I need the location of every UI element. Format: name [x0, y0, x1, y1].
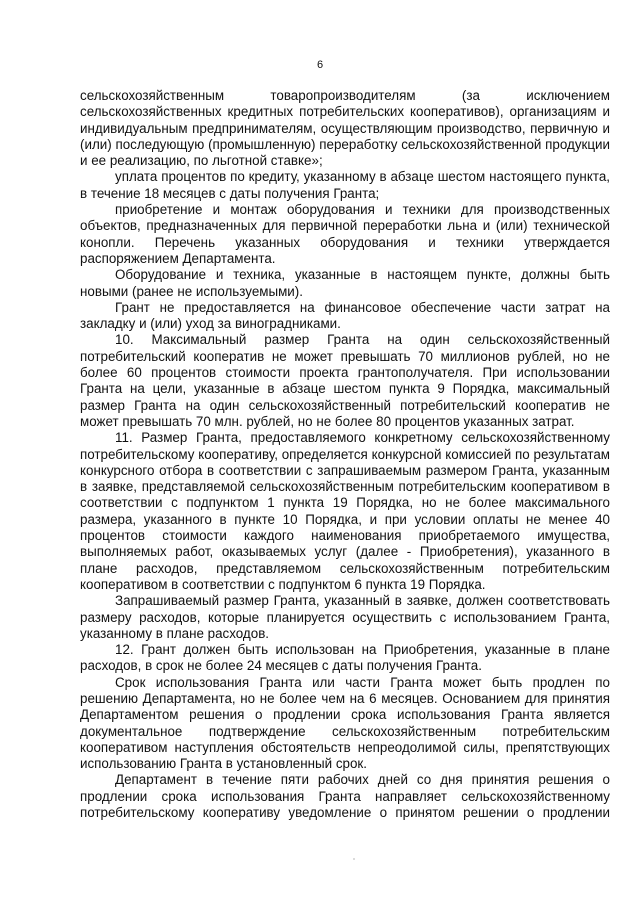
paragraph-interest-payment: уплата процентов по кредиту, указанному в абзаце шестом настоящего пункта, в течение 18 месяцев с даты получения Гранта;: [80, 169, 610, 201]
paragraph-clause-11: 11. Размер Гранта, предоставляемого конкретному сельскохозяйственному потребительскому кооперативу, определяется конкурсной комиссией по результатам конкурсного отбора в соответствии с запрашиваемым размером Гранта, указанным в заявке, представляемой сельскохозяйственным потребительским кооперативом в соответствии с подпунктом 1 пункта 19 Порядка, но не более максимального размера, указанного в пункте 10 Порядка, и при условии оплаты не менее 40 процентов стоимости каждого наименования приобретаемого имущества, выполняемых работ, оказываемых услуг (далее - Приобретения), указанного в плане расходов, представляемом сельскохозяйственным потребительским кооперативом в соответствии с подпунктом 6 пункта 19 Порядка.: [80, 430, 610, 592]
paragraph-requested-amount: Запрашиваемый размер Гранта, указанный в заявке, должен соответствовать размеру расходов, которые планируется осуществить с использованием Гранта, указанному в плане расходов.: [80, 593, 610, 641]
page-number: 6: [316, 59, 324, 71]
paragraph-extension: Срок использования Гранта или части Гранта может быть продлен по решению Департамента, но не более чем на 6 месяцев. Основанием для принятия Департаментом решения о продлении срока использования Гранта является документальное подтверждение сельскохозяйственным потребительским кооперативом наступления обстоятельств непреодолимой силы, препятствующих использованию Гранта в установленный срок.: [80, 674, 610, 772]
document-body: [80, 88, 610, 821]
paragraph-equipment-purchase: приобретение и монтаж оборудования и техники для производственных объектов, предназначенных для первичной переработки льна и (или) технической конопли. Перечень указанных оборудования и техники утверждается распоряжением Департамента.: [80, 202, 610, 266]
scan-speck: [353, 858, 355, 860]
paragraph-clause-10: 10. Максимальный размер Гранта на один сельскохозяйственный потребительский кооператив не может превышать 70 миллионов рублей, но не более 60 процентов стоимости проекта грантополучателя. При использовании Гранта на цели, указанные в абзаце шестом пункта 9 Порядка, максимальный размер Гранта на один сельскохозяйственный потребительский кооператив не может превышать 70 млн. рублей, но не более 80 процентов указанных затрат.: [80, 332, 610, 429]
paragraph-equipment-new: Оборудование и техника, указанные в настоящем пункте, должны быть новыми (ранее не используемыми).: [80, 267, 610, 299]
paragraph-clause-12: 12. Грант должен быть использован на Приобретения, указанные в плане расходов, в срок не более 24 месяцев с даты получения Гранта.: [80, 642, 610, 674]
paragraph-notification: Департамент в течение пяти рабочих дней со дня принятия решения о продлении срока использования Гранта направляет сельскохозяйственному потребительскому кооперативу уведомление о принятом решении о продлении: [80, 772, 610, 821]
paragraph-continuation: сельскохозяйственным товаропроизводителям (за исключением сельскохозяйственных кредитных потребительских кооперативов), организациям и индивидуальным предпринимателям, осуществляющим производство, первичную и (или) последующую (промышленную) переработку сельскохозяйственной продукции и ее реализацию, по льготной ставке»;: [80, 88, 610, 169]
paragraph-vineyards: Грант не предоставляется на финансовое обеспечение части затрат на закладку и (или) уход за виноградниками.: [80, 299, 610, 332]
